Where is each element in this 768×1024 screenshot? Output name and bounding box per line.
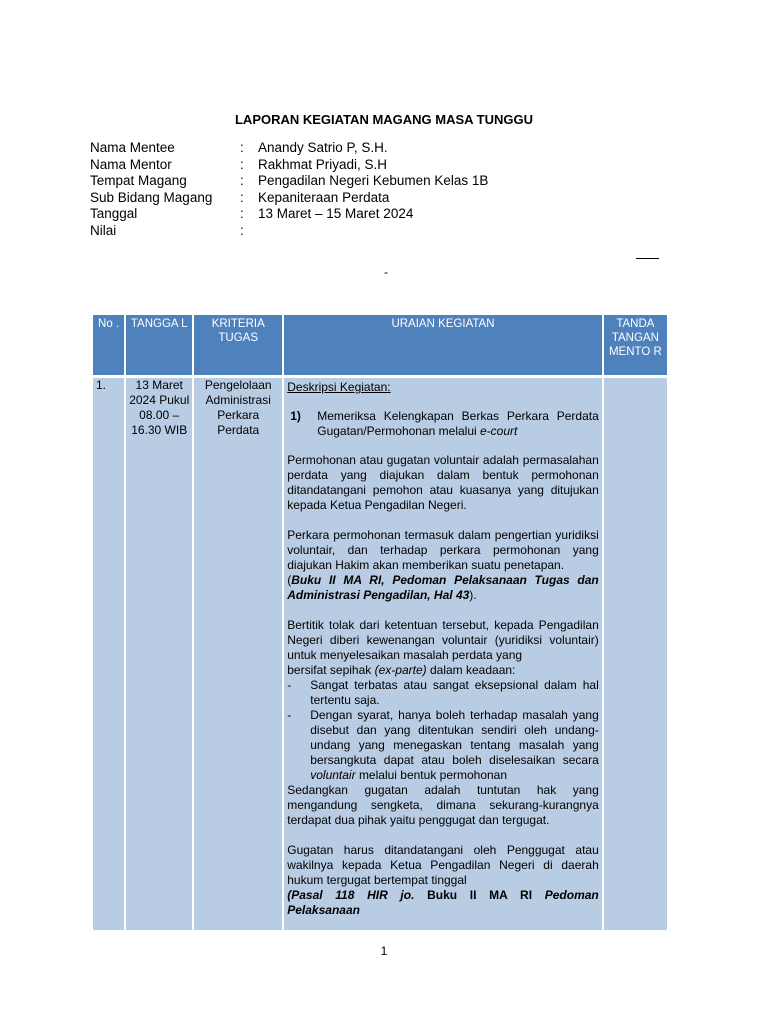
page-number: 1 [380, 944, 388, 958]
row-criteria: Pengelolaan Administrasi Perkara Perdata [204, 378, 272, 437]
info-colon: : [240, 140, 244, 155]
info-row-nilai [90, 223, 488, 240]
info-colon: : [240, 173, 244, 189]
header-no: No . [93, 315, 124, 375]
info-row-tanggal [90, 206, 488, 223]
paragraph-5: Gugatan harus ditandatangani oleh Penggugat atau wakilnya kepada Ketua Pengadilan Negeri di daerah hukum tergugat bertempat tinggal [287, 843, 599, 887]
row-date: 13 Maret 2024 Pukul 08.00 – 16.30 WIB [129, 378, 190, 437]
cell-tanda-tangan [604, 378, 667, 930]
info-colon: : [240, 156, 244, 172]
item-number: 1) [290, 409, 301, 423]
info-value: Kepaniteraan Perdata [258, 189, 390, 205]
info-colon: : [240, 222, 244, 238]
paragraph-3: Bertitik tolak dari ketentuan tersebut, kepada Pengadilan Negeri diberi kewenangan voluntair (yuridiksi voluntair) untuk menyelesaikan masalah perdata yang [287, 618, 599, 662]
info-value: Pengadilan Negeri Kebumen Kelas 1B [258, 173, 489, 189]
bullet-item: - Sangat terbatas atau sangat eksepsional dalam hal tertentu saja. [287, 678, 599, 707]
table-header-row [93, 315, 667, 375]
header-kriteria: KRITERIA TUGAS [194, 315, 282, 375]
paragraph-3b: bersifat sepihak (ex-parte) dalam keadaan: [287, 663, 516, 677]
header-tanda-tangan: TANDA TANGAN MENTO R [604, 315, 667, 375]
cell-uraian [284, 378, 602, 930]
numbered-item [287, 409, 599, 439]
item-italic: e-court [480, 424, 518, 438]
paragraph-2-ref: (Buku II MA RI, Pedoman Pelaksanaan Tugas dan Administrasi Pengadilan, Hal 43). [287, 573, 599, 602]
table-row [93, 378, 667, 930]
info-label: Tanggal [90, 206, 138, 222]
cell-no [93, 378, 124, 930]
info-value: Anandy Satrio P, S.H. [258, 140, 388, 155]
info-colon: : [240, 189, 244, 205]
paragraph-4: Sedangkan gugatan adalah tuntutan hak yang mengandung sengketa, dimana sekurang-kurangnya terdapat dua pihak yaitu penggugat dan tergugat. [287, 783, 599, 827]
info-colon: : [240, 206, 244, 222]
info-row-mentor [90, 157, 488, 174]
info-value: Rakhmat Priyadi, S.H [258, 156, 388, 172]
cell-tanggal [126, 378, 192, 930]
paragraph-1: Permohonan atau gugatan voluntair adalah permasalahan perdata yang diajukan dalam bentuk permohonan ditandatangani pemohon atau kuasanya yang ditujukan kepada Ketua Pengadilan Negeri. [287, 453, 599, 512]
info-block [90, 140, 488, 240]
stray-dash: - [384, 265, 388, 279]
info-label: Nama Mentor [90, 156, 172, 172]
paragraph-5-ref: (Pasal 118 HIR jo. Buku II MA RI Pedoman Pelaksanaan [287, 888, 599, 917]
info-row-tempat [90, 173, 488, 190]
cell-kriteria [194, 378, 282, 930]
info-label: Nilai [90, 222, 117, 238]
row-number: 1. [96, 378, 107, 392]
horizontal-rule [636, 258, 659, 259]
info-value: 13 Maret – 15 Maret 2024 [258, 206, 414, 222]
report-title: LAPORAN KEGIATAN MAGANG MASA TUNGGU [234, 112, 534, 127]
bullet-item: - Dengan syarat, hanya boleh terhadap masalah yang disebut dan yang ditentukan sendiri oleh undang-undang yang menegaskan tentang masalah yang bersangkuta dapat atau boleh diselesaikan secara voluntair melalui bentuk permohonan [287, 708, 599, 782]
uraian-heading: Deskripsi Kegiatan: [287, 380, 391, 394]
header-uraian: URAIAN KEGIATAN [284, 315, 602, 375]
info-label: Sub Bidang Magang [90, 189, 213, 205]
item-text: Memeriksa Kelengkapan Berkas Perkara Perdata Gugatan/Permohonan melalui [317, 409, 599, 438]
header-tanggal: TANGGA L [126, 315, 192, 375]
info-label: Nama Mentee [90, 140, 175, 155]
info-row-mentee [90, 140, 488, 157]
info-label: Tempat Magang [90, 173, 187, 189]
paragraph-2: Perkara permohonan termasuk dalam pengertian yuridiksi voluntair, dan terhadap perkara permohonan yang diajukan Hakim akan memberikan suatu penetapan. [287, 528, 599, 572]
info-row-sub-bidang [90, 190, 488, 207]
activity-table [91, 315, 669, 930]
